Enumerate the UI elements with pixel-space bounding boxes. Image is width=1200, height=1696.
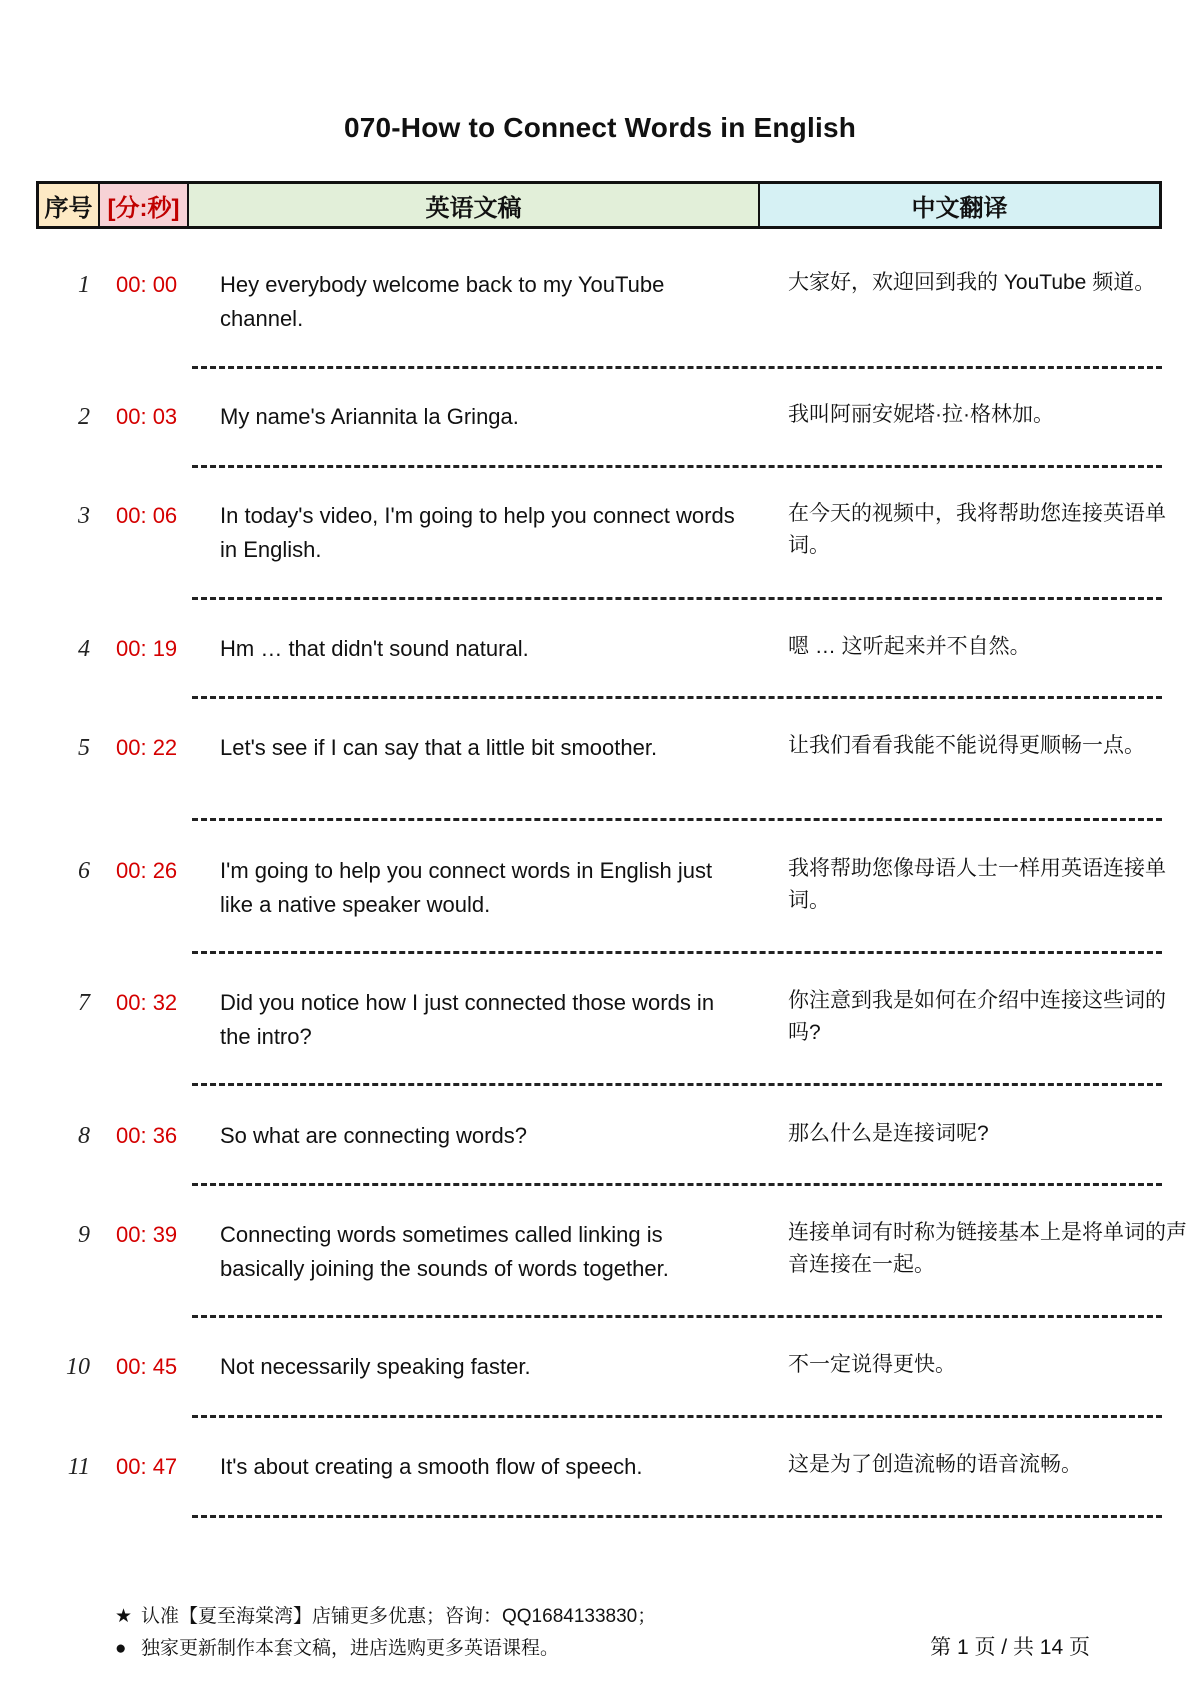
table-row (36, 502, 1166, 562)
row-timestamp: 00: 36 (116, 1123, 178, 1148)
row-number: 6 (78, 858, 90, 884)
table-row (36, 1122, 1162, 1149)
row-timestamp: 00: 47 (116, 1454, 178, 1479)
row-chinese: 那么什么是连接词呢? (788, 1122, 989, 1145)
row-timestamp: 00: 39 (116, 1222, 178, 1247)
row-english: Let's see if I can say that a little bit smoother. (220, 735, 658, 760)
row-chinese: 不一定说得更快。 (788, 1353, 956, 1376)
header-chinese: 中文翻译 (760, 184, 1159, 226)
table-row (36, 635, 1162, 662)
row-divider (192, 366, 1162, 369)
table-row (36, 1221, 1187, 1281)
row-english: I'm going to help you connect words in English just like a native speaker would. (220, 858, 713, 917)
row-number: 7 (78, 990, 90, 1016)
row-timestamp: 00: 03 (116, 404, 178, 429)
row-number: 3 (78, 503, 90, 529)
row-english: Hm … that didn't sound natural. (220, 636, 529, 661)
header-time: [分:秒] (100, 184, 189, 226)
row-chinese: 在今天的视频中，我将帮助您连接英语单词。 (788, 502, 1166, 557)
page-title: 070-How to Connect Words in English (343, 112, 857, 143)
row-timestamp: 00: 19 (116, 636, 178, 661)
table-row (36, 403, 1162, 430)
row-divider (192, 465, 1162, 468)
header-seq: 序号 (39, 184, 100, 226)
row-timestamp: 00: 45 (116, 1354, 178, 1379)
row-english: Connecting words sometimes called linking is basically joining the sounds of words together. (220, 1222, 669, 1281)
bullet-icon: ● (115, 1638, 127, 1659)
footer-promo-text: 认准【夏至海棠湾】店铺更多优惠；咨询：QQ1684133830； (141, 1606, 657, 1627)
row-timestamp: 00: 22 (116, 735, 178, 760)
row-chinese: 嗯 … 这听起来并不自然。 (788, 635, 1031, 658)
row-divider (192, 1415, 1162, 1418)
table-row (36, 989, 1166, 1049)
row-chinese: 我将帮助您像母语人士一样用英语连接单词。 (788, 857, 1166, 912)
row-number: 1 (78, 272, 90, 298)
row-divider (192, 597, 1162, 600)
row-number: 11 (67, 1454, 90, 1480)
row-english: Not necessarily speaking faster. (220, 1354, 531, 1379)
table-row (36, 1453, 1162, 1480)
row-number: 10 (66, 1354, 90, 1380)
row-english: Did you notice how I just connected those words in the intro? (220, 990, 715, 1049)
row-timestamp: 00: 00 (116, 272, 178, 297)
row-english: Hey everybody welcome back to my YouTube channel. (220, 272, 665, 331)
row-number: 9 (78, 1222, 90, 1248)
table-row (36, 1353, 1162, 1380)
row-chinese: 这是为了创造流畅的语音流畅。 (788, 1453, 1082, 1476)
row-number: 2 (78, 404, 90, 430)
footer-promo-line (115, 1601, 656, 1628)
row-english: So what are connecting words? (220, 1123, 527, 1148)
table-row (36, 271, 1162, 331)
table-row (36, 857, 1166, 917)
row-divider (192, 1083, 1162, 1086)
row-chinese: 让我们看看我能不能说得更顺畅一点。 (788, 734, 1145, 757)
row-divider (192, 696, 1162, 699)
row-timestamp: 00: 26 (116, 858, 178, 883)
footer-note-line (115, 1633, 559, 1660)
row-number: 4 (78, 636, 90, 662)
row-divider (192, 818, 1162, 821)
table-header (36, 181, 1162, 229)
row-timestamp: 00: 06 (116, 503, 178, 528)
row-divider (192, 1183, 1162, 1186)
row-divider (192, 1515, 1162, 1518)
row-number: 5 (78, 735, 90, 761)
row-chinese: 连接单词有时称为链接基本上是将单词的声音连接在一起。 (788, 1221, 1187, 1276)
table-row (36, 734, 1162, 761)
row-english: It's about creating a smooth flow of speech. (220, 1454, 643, 1479)
row-chinese: 大家好，欢迎回到我的 YouTube 频道。 (788, 271, 1156, 294)
row-divider (192, 1315, 1162, 1318)
row-chinese: 你注意到我是如何在介绍中连接这些词的吗? (788, 989, 1166, 1044)
row-english: In today's video, I'm going to help you connect words in English. (220, 503, 735, 562)
row-timestamp: 00: 32 (116, 990, 178, 1015)
row-divider (192, 951, 1162, 954)
row-chinese: 我叫阿丽安妮塔·拉·格林加。 (788, 403, 1054, 426)
footer-note-text: 独家更新制作本套文稿，进店选购更多英语课程。 (141, 1638, 560, 1659)
header-english: 英语文稿 (189, 184, 760, 226)
star-icon: ★ (115, 1606, 133, 1627)
row-english: My name's Ariannita la Gringa. (220, 404, 519, 429)
page-number: 第 1 页 / 共 14 页 (930, 1636, 1090, 1659)
row-number: 8 (78, 1123, 90, 1149)
